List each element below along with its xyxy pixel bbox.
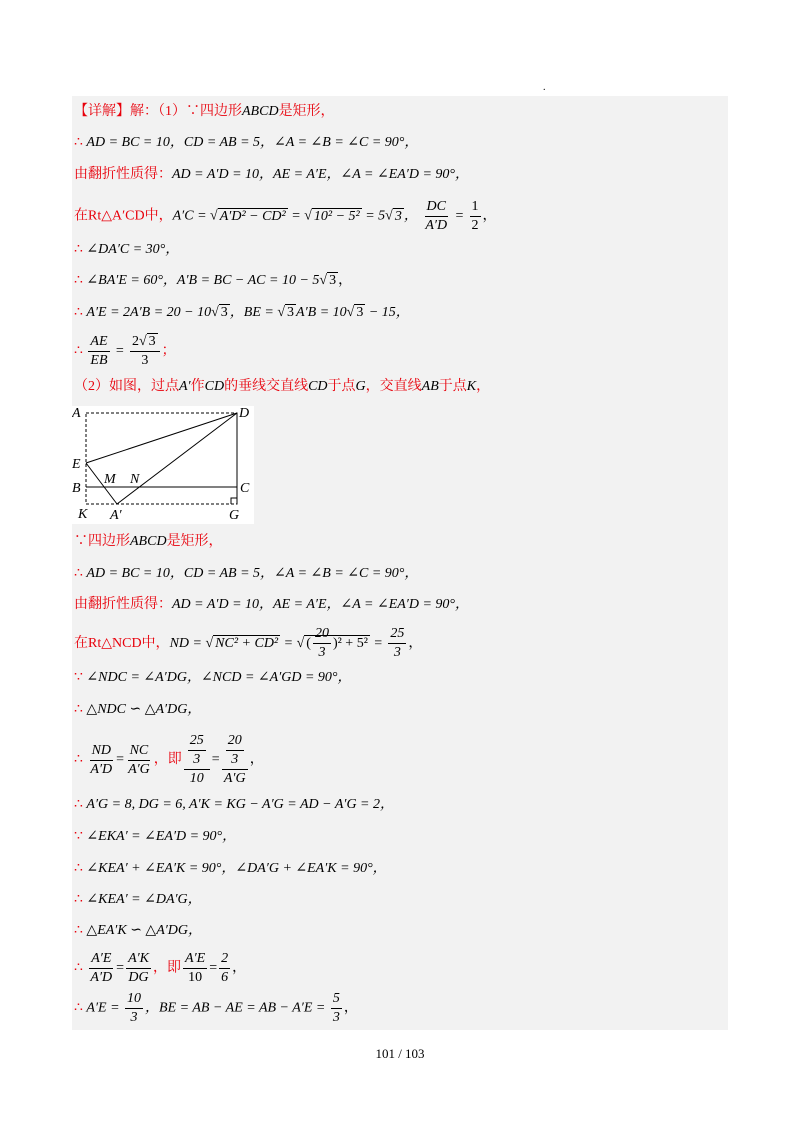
radicand: 3 [148, 334, 156, 349]
intro-math: K [466, 379, 477, 394]
label-n: N [130, 472, 140, 487]
paren: ( [306, 636, 311, 651]
math: ND = [169, 636, 206, 651]
sqrt-symbol: √ [210, 208, 218, 224]
paren-tail: )² + 5² [332, 636, 368, 651]
fraction-dc-over-ad [423, 198, 449, 235]
denominator: A′G [128, 761, 150, 777]
p1-l4-rad1: A′D² − CD² [219, 208, 286, 224]
text: ，即 [153, 752, 182, 768]
heading-bracket: 【详解】 [74, 104, 130, 119]
denominator: 2 [471, 218, 479, 233]
therefore-symbol: ∴ [74, 861, 83, 876]
label-e: E [72, 457, 81, 472]
p1-l8-end: ； [161, 343, 176, 359]
intro-text: 作 [190, 379, 205, 394]
coef: 2 [131, 334, 139, 349]
p1-line-6 [74, 270, 352, 292]
sqrt-symbol: √ [304, 208, 312, 224]
geometry-figure [72, 406, 254, 529]
numerator: DC [425, 198, 448, 217]
intro-text: 于点 [438, 379, 467, 394]
radicand [304, 626, 370, 661]
therefore-symbol: ∴ [74, 892, 83, 907]
denominator: 3 [393, 645, 401, 661]
intro-math: A′ [179, 379, 191, 394]
denominator: 3 [130, 1010, 138, 1025]
label-c: C [240, 481, 250, 496]
numerator: 2 [219, 950, 230, 969]
fraction [219, 950, 230, 987]
math: = [369, 636, 387, 651]
p1-l4-m2: = [287, 208, 305, 224]
denominator: 3 [141, 353, 149, 368]
denominator: 10 [189, 771, 204, 786]
math: ，BE = AB − AE = AB − A′E = [145, 1000, 329, 1016]
text: 是矩形， [166, 534, 223, 549]
numerator: 20 [313, 625, 331, 644]
denominator: DG [128, 970, 149, 985]
therefore-symbol: ∴ [74, 273, 83, 288]
numerator: 1 [470, 198, 481, 217]
fraction [331, 990, 342, 1027]
therefore-symbol: ∴ [74, 702, 83, 717]
p1-l7-m1: A′E = 2A′B = 20 − 10 [86, 305, 212, 320]
p1-l7-rad3: 3 [356, 305, 364, 320]
p1-line-3 [74, 164, 469, 186]
numerator: A′E [89, 950, 113, 969]
text: 由翻折性质得： [74, 597, 172, 612]
denominator: 6 [221, 970, 229, 985]
p1-l4-m1: A′C = [172, 208, 211, 224]
p1-l6-rad: 3 [329, 273, 337, 288]
end: ， [343, 1000, 358, 1016]
equals: = [451, 208, 468, 224]
p1-line-5 [74, 239, 179, 261]
denominator: A′D [425, 218, 448, 233]
p2-line-7: ∴ $\frac{ND}{A'D}$ = $\frac{NC}{A'G}$ ，即 $\frac{\frac{25}{3}}{10}$ = $\frac{\frac{20}{3}}{A'G}$ ， [74, 733, 264, 786]
math: ∠KEA′ + ∠EA′K = 90°，∠DA′G + ∠EA′K = 90°， [86, 861, 387, 876]
numerator [222, 732, 248, 770]
p1-l3-prefix: 由翻折性质得： [74, 167, 172, 182]
radicand: NC² + CD² [215, 636, 279, 651]
math: AD = BC = 10，CD = AB = 5，∠A = ∠B = ∠C = 90°， [86, 566, 419, 581]
intro-math: G [355, 379, 366, 394]
denominator: A′D [90, 761, 113, 777]
sqrt-symbol: √ [205, 636, 214, 651]
math: ∠KEA′ = ∠DA′G， [86, 892, 202, 907]
p1-l6-end: ， [338, 273, 353, 288]
numerator: 10 [125, 990, 143, 1009]
p2-line-11 [74, 889, 202, 911]
numerator: A′K [126, 950, 151, 969]
math: △NDC ∽ △A′DG， [86, 702, 202, 717]
text: ∵四边形 [74, 534, 130, 549]
p1-l7-m4: − 15， [365, 305, 410, 320]
denominator: A′D [90, 970, 113, 985]
numerator: 5 [331, 990, 342, 1009]
sqrt-symbol: √ [385, 208, 393, 224]
denominator: 3 [332, 1010, 340, 1025]
numerator [130, 333, 160, 352]
label-k: K [78, 507, 88, 522]
fraction [88, 950, 114, 987]
therefore-symbol: ∴ [74, 960, 83, 976]
math: = [280, 636, 297, 651]
denominator: 3 [318, 645, 326, 661]
denominator: 3 [193, 752, 201, 767]
sqrt-symbol: √ [319, 273, 328, 288]
sqrt-symbol: √ [296, 636, 305, 651]
p2-line-6 [74, 699, 201, 721]
end: ， [232, 960, 247, 976]
p2-intro [74, 376, 490, 398]
p2-line-9 [74, 826, 236, 848]
sqrt-symbol: √ [277, 305, 286, 320]
math: A′G = 8, DG = 6, A′K = KG − A′G = AD − A′G = 2， [86, 797, 394, 812]
compound-fraction [184, 732, 210, 788]
figure-background [72, 406, 254, 524]
p1-line-7 [74, 302, 410, 324]
p2-line-1 [74, 531, 223, 553]
p2-line-5 [74, 667, 352, 689]
fraction [125, 990, 143, 1027]
figure-svg [72, 406, 254, 524]
heading-abcd: ABCD [242, 104, 279, 119]
p1-l4-m4: ， [403, 208, 418, 224]
numerator: AE [88, 333, 109, 352]
p1-l2-math: AD = BC = 10，CD = AB = 5，∠A = ∠B = ∠C = 90°， [86, 135, 419, 150]
p2-line-12 [74, 920, 202, 942]
fraction-ae-over-eb [88, 333, 109, 370]
because-symbol: ∵ [74, 829, 83, 844]
sqrt-symbol: √ [211, 305, 219, 320]
p2-line-14 [74, 990, 358, 1026]
label-a-prime: A′ [110, 508, 122, 523]
p1-l7-m3: A′B = 10 [296, 305, 347, 320]
fraction-half [470, 198, 481, 235]
p2-line-8 [74, 794, 394, 816]
therefore-symbol: ∴ [74, 1000, 83, 1016]
inner-fraction [188, 732, 206, 769]
p1-l3-math: AD = A′D = 10，AE = A′E，∠A = ∠EA′D = 90°， [172, 167, 470, 182]
inner-fraction [226, 732, 244, 769]
intro-text: 的垂线交直线 [224, 379, 309, 394]
heading-tail: 是矩形， [278, 104, 335, 119]
math: ∠NDC = ∠A′DG，∠NCD = ∠A′GD = 90°， [86, 670, 352, 685]
intro-text: ， [476, 379, 491, 394]
p2-line-2 [74, 563, 418, 585]
p1-l7-m2: ，BE = [229, 305, 278, 320]
numerator: 25 [388, 625, 406, 644]
label-m: M [104, 472, 116, 487]
fraction [126, 950, 151, 987]
math: A′E = [86, 1000, 124, 1016]
fraction-result [130, 333, 160, 370]
compound-fraction [222, 732, 248, 788]
intro-math: CD [204, 379, 225, 394]
equals: = [111, 343, 128, 359]
p1-line-4 [74, 198, 497, 232]
p1-l4-prefix: 在Rt△A′CD中， [74, 208, 173, 224]
p1-l4-rad2: 10² − 5² [313, 208, 360, 224]
numerator: 25 [188, 732, 206, 751]
heading-text: 解：（1）∵四边形 [130, 104, 242, 119]
denominator: 10 [188, 970, 203, 985]
top-mark: . [543, 82, 546, 93]
therefore-symbol: ∴ [74, 797, 83, 812]
math: △EA′K ∽ △A′DG， [86, 923, 203, 938]
therefore-symbol: ∴ [74, 343, 83, 359]
therefore-symbol: ∴ [74, 135, 83, 150]
numerator [184, 732, 210, 770]
therefore-symbol: ∴ [74, 305, 83, 320]
end: ， [249, 752, 264, 768]
label-d: D [239, 406, 250, 421]
p2-line-4 [74, 624, 422, 664]
heading-line [74, 101, 335, 123]
therefore-symbol: ∴ [74, 923, 83, 938]
sqrt-symbol: √ [138, 334, 147, 349]
therefore-symbol: ∴ [74, 566, 83, 581]
numerator: A′E [183, 950, 207, 969]
p1-l5-math: ∠DA′C = 30°， [86, 242, 180, 257]
intro-math: CD [308, 379, 328, 394]
intro-text: ，交直线 [365, 379, 422, 394]
therefore-symbol: ∴ [74, 752, 83, 768]
p2-line-3 [74, 594, 469, 616]
label-b: B [72, 481, 81, 496]
p1-l4-end: ， [482, 208, 497, 224]
p1-l4-rad3: 3 [394, 208, 402, 224]
numerator: 20 [226, 732, 244, 751]
math: AD = A′D = 10，AE = A′E，∠A = ∠EA′D = 90°， [172, 597, 470, 612]
label-g: G [229, 508, 240, 523]
p1-l7-rad2: 3 [287, 305, 295, 320]
intro-text: （2）如图，过点 [74, 379, 179, 394]
p1-l7-rad1: 3 [220, 305, 228, 320]
fraction [388, 625, 406, 662]
therefore-symbol: ∴ [74, 242, 83, 257]
numerator: ND [90, 742, 113, 761]
page-number: 101 / 103 [375, 1046, 425, 1061]
denominator: A′G [223, 771, 246, 786]
fraction [183, 950, 207, 987]
intro-math: AB [421, 379, 439, 394]
end: ， [408, 636, 423, 651]
fraction [88, 742, 114, 779]
denominator: 3 [231, 752, 239, 767]
intro-text: 于点 [327, 379, 356, 394]
denominator: EB [90, 353, 108, 368]
math: ∠EKA′ = ∠EA′D = 90°， [86, 829, 237, 844]
p2-line-13: ∴ $\frac{A'E}{A'D}$ = $\frac{A'K}{DG}$ ，即 $\frac{A'E}{10}$ = $\frac{2}{6}$ ， [74, 951, 247, 985]
p1-l4-m3: = 5 [361, 208, 386, 224]
label-a: A [72, 406, 81, 421]
numerator: NC [128, 742, 151, 761]
because-symbol: ∵ [74, 670, 83, 685]
p1-line-2 [74, 132, 418, 154]
p1-l6-math: ∠BA′E = 60°，A′B = BC − AC = 10 − 5 [86, 273, 320, 288]
fraction [313, 625, 331, 662]
sqrt-symbol: √ [346, 305, 355, 320]
text: ，即 [153, 960, 182, 976]
p1-line-8 [74, 333, 176, 369]
p2-line-10 [74, 858, 387, 880]
math: ABCD [130, 534, 167, 549]
text: 在Rt△NCD中， [74, 636, 170, 651]
fraction [126, 742, 152, 779]
